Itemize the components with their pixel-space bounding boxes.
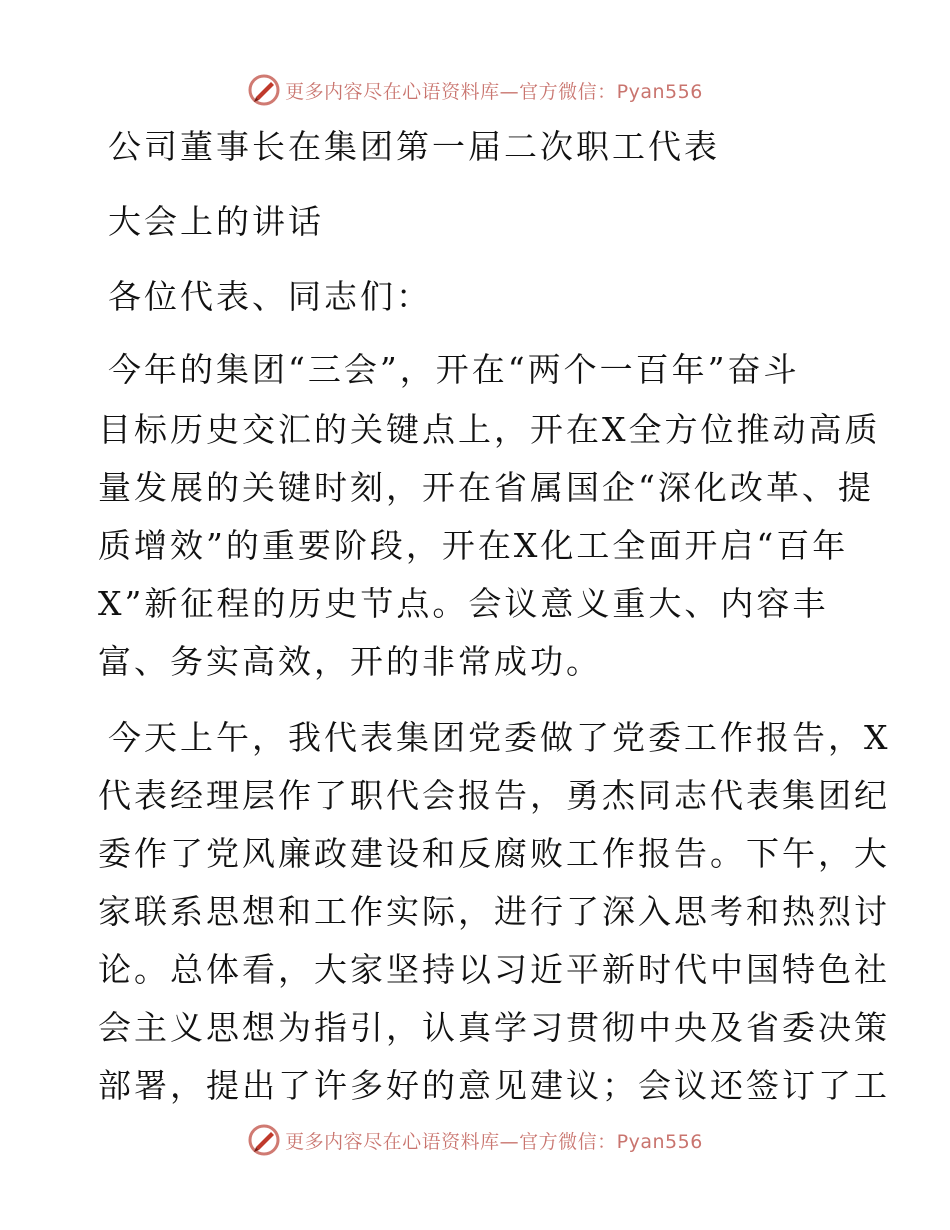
paragraph-line: 代表经理层作了职代会报告，勇杰同志代表集团纪 [98, 776, 890, 815]
paragraph-line: 量发展的关键时刻，开在省属国企“深化改革、提 [98, 468, 874, 507]
paragraph-line: 今天上午，我代表集团党委做了党委工作报告，X [108, 718, 891, 757]
paragraph-line: 今年的集团“三会”，开在“两个一百年”奋斗 [108, 350, 800, 389]
header-watermark-banner [0, 70, 950, 110]
paragraph-line: 委作了党风廉政建设和反腐败工作报告。下午，大 [98, 834, 890, 873]
paragraph-line: 家联系思想和工作实际，进行了深入思考和热烈讨 [98, 892, 890, 931]
paragraph-line: X”新征程的历史节点。会议意义重大、内容丰 [98, 584, 829, 623]
watermark-text: 更多内容尽在心语资料库—官方微信：Pyan556 [285, 1130, 703, 1153]
brand-logo-icon [247, 73, 281, 107]
paragraph-line: 目标历史交汇的关键点上，开在X全方位推动高质 [98, 410, 881, 449]
paragraph-line: 会主义思想为指引，认真学习贯彻中央及省委决策 [98, 1008, 890, 1047]
paragraph-line: 富、务实高效，开的非常成功。 [98, 642, 602, 681]
document-title-line-2: 大会上的讲话 [108, 202, 324, 241]
watermark-text: 更多内容尽在心语资料库—官方微信：Pyan556 [285, 80, 703, 103]
document-title-line-1: 公司董事长在集团第一届二次职工代表 [108, 127, 720, 166]
salutation: 各位代表、同志们： [108, 277, 432, 316]
paragraph-line: 质增效”的重要阶段，开在X化工全面开启“百年 [98, 526, 849, 565]
paragraph-line: 论。总体看，大家坚持以习近平新时代中国特色社 [98, 950, 890, 989]
footer-watermark-banner [0, 1120, 950, 1160]
brand-logo-icon [247, 1123, 281, 1157]
paragraph-line: 部署，提出了许多好的意见建议；会议还签订了工 [98, 1066, 890, 1105]
